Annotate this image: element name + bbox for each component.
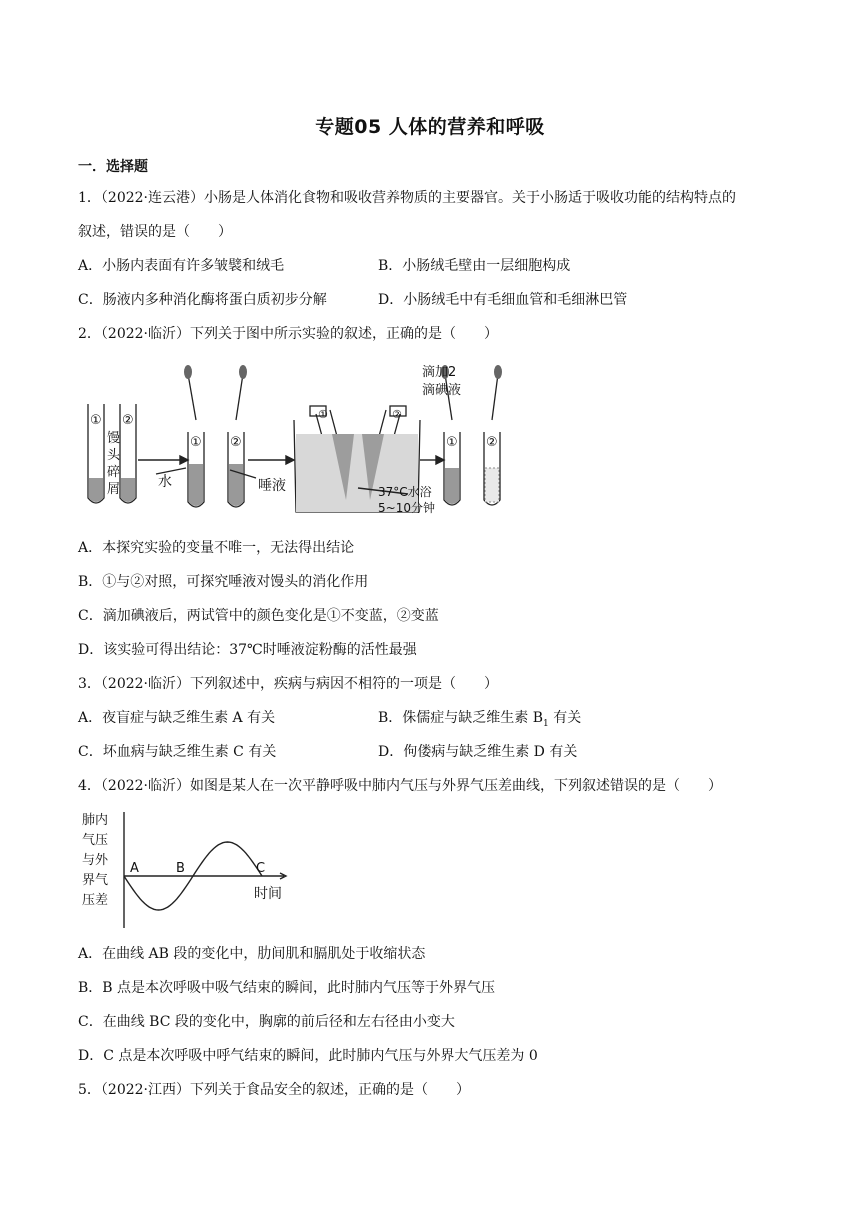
section-heading: 一．选择题 xyxy=(78,159,148,175)
q3-option-a: A．夜盲症与缺乏维生素 A 有关 xyxy=(78,710,276,726)
water-bath-label: 37°C水浴 xyxy=(378,485,432,499)
q4-option-b: B．B 点是本次呼吸中吸气结束的瞬间，此时肺内气压等于外界气压 xyxy=(78,980,496,996)
q3-stem: 3．（2022·临沂）下列叙述中，疾病与病因不相符的一项是（ ） xyxy=(78,676,498,692)
iodine-label-line2: 滴碘液 xyxy=(422,383,462,398)
x-axis-label: 时间 xyxy=(254,886,282,902)
point-a-label: A xyxy=(130,861,139,876)
y-axis-label-line: 压差 xyxy=(82,893,109,908)
point-c-label: C xyxy=(256,861,266,876)
beaker-tube-1-label: ① xyxy=(318,408,328,421)
q1-stem-line2: 叙述，错误的是（ ） xyxy=(78,224,232,240)
water-bath-time-label: 5~10分钟 xyxy=(378,501,435,515)
q2-option-b: B．①与②对照，可探究唾液对馒头的消化作用 xyxy=(78,574,369,590)
q2-option-c: C．滴加碘液后，两试管中的颜色变化是①不变蓝，②变蓝 xyxy=(78,608,439,624)
q1-stem-line1: 1．（2022·连云港）小肠是人体消化食物和吸收营养物质的主要器官。关于小肠适于吸收功能的结构特点的 xyxy=(78,190,736,206)
q1-option-c: C．肠液内多种消化酶将蛋白质初步分解 xyxy=(78,292,327,308)
stage4-tube-2-label: ② xyxy=(486,435,498,450)
q5-stem: 5．（2022·江西）下列关于食品安全的叙述，正确的是（ ） xyxy=(78,1082,470,1098)
mantou-crumbs-label xyxy=(107,430,121,497)
water-label: 水 xyxy=(158,474,172,490)
y-axis-label-line: 肺内 xyxy=(82,813,109,828)
q4-stem: 4．（2022·临沂）如图是某人在一次平静呼吸中肺内气压与外界气压差曲线，下列叙述错误的是（ ） xyxy=(78,778,722,794)
digestion-experiment-figure xyxy=(78,360,538,520)
q1-option-b: B．小肠绒毛壁由一层细胞构成 xyxy=(378,258,571,274)
saliva-label: 唾液 xyxy=(258,478,286,494)
q4-option-c: C．在曲线 BC 段的变化中，胸廓的前后径和左右径由小变大 xyxy=(78,1014,455,1030)
pressure-difference-graph xyxy=(78,806,298,936)
iodine-label-line1: 滴加2 xyxy=(422,365,457,380)
mantou-label-char: 头 xyxy=(107,448,121,463)
q4-option-d: D．C 点是本次呼吸中呼气结束的瞬间，此时肺内气压与外界大气压差为 0 xyxy=(78,1048,538,1064)
q1-option-d: D．小肠绒毛中有毛细血管和毛细淋巴管 xyxy=(378,292,628,308)
q3-option-d: D．佝偻病与缺乏维生素 D 有关 xyxy=(378,744,578,760)
beaker-tube-2-label: ② xyxy=(392,408,402,421)
q3-option-b-subscript: 1 xyxy=(543,718,549,729)
q2-option-a: A．本探究实验的变量不唯一，无法得出结论 xyxy=(78,540,355,556)
mantou-label-char: 碎 xyxy=(107,465,121,480)
y-axis-label-line: 气压 xyxy=(82,833,109,848)
tube-1-label: ① xyxy=(90,413,102,428)
q3-option-c: C．坏血病与缺乏维生素 C 有关 xyxy=(78,744,277,760)
q4-option-a: A．在曲线 AB 段的变化中，肋间肌和膈肌处于收缩状态 xyxy=(78,946,426,962)
y-axis-label xyxy=(82,812,109,908)
stage2-tube-1-label: ① xyxy=(190,435,202,450)
y-axis-label-line: 与外 xyxy=(82,853,109,868)
q2-stem: 2．（2022·临沂）下列关于图中所示实验的叙述，正确的是（ ） xyxy=(78,326,498,342)
tube-2-label: ② xyxy=(122,413,134,428)
y-axis-label-line: 界气 xyxy=(82,873,109,888)
stage2-tube-2-label: ② xyxy=(230,435,242,450)
mantou-label-char: 馒 xyxy=(107,431,121,446)
q3-option-b-text: B．侏儒症与缺乏维生素 B xyxy=(378,710,544,726)
stage4-tube-1-label: ① xyxy=(446,435,458,450)
mantou-label-char: 屑 xyxy=(107,482,121,497)
q3-option-b xyxy=(378,708,581,734)
q3-option-b-suffix: 有关 xyxy=(548,710,582,726)
q2-option-d: D．该实验可得出结论：37℃时唾液淀粉酶的活性最强 xyxy=(78,642,417,658)
q1-option-a: A．小肠内表面有许多皱襞和绒毛 xyxy=(78,258,285,274)
point-b-label: B xyxy=(176,861,185,876)
page-title: 专题05 人体的营养和呼吸 xyxy=(315,116,545,138)
